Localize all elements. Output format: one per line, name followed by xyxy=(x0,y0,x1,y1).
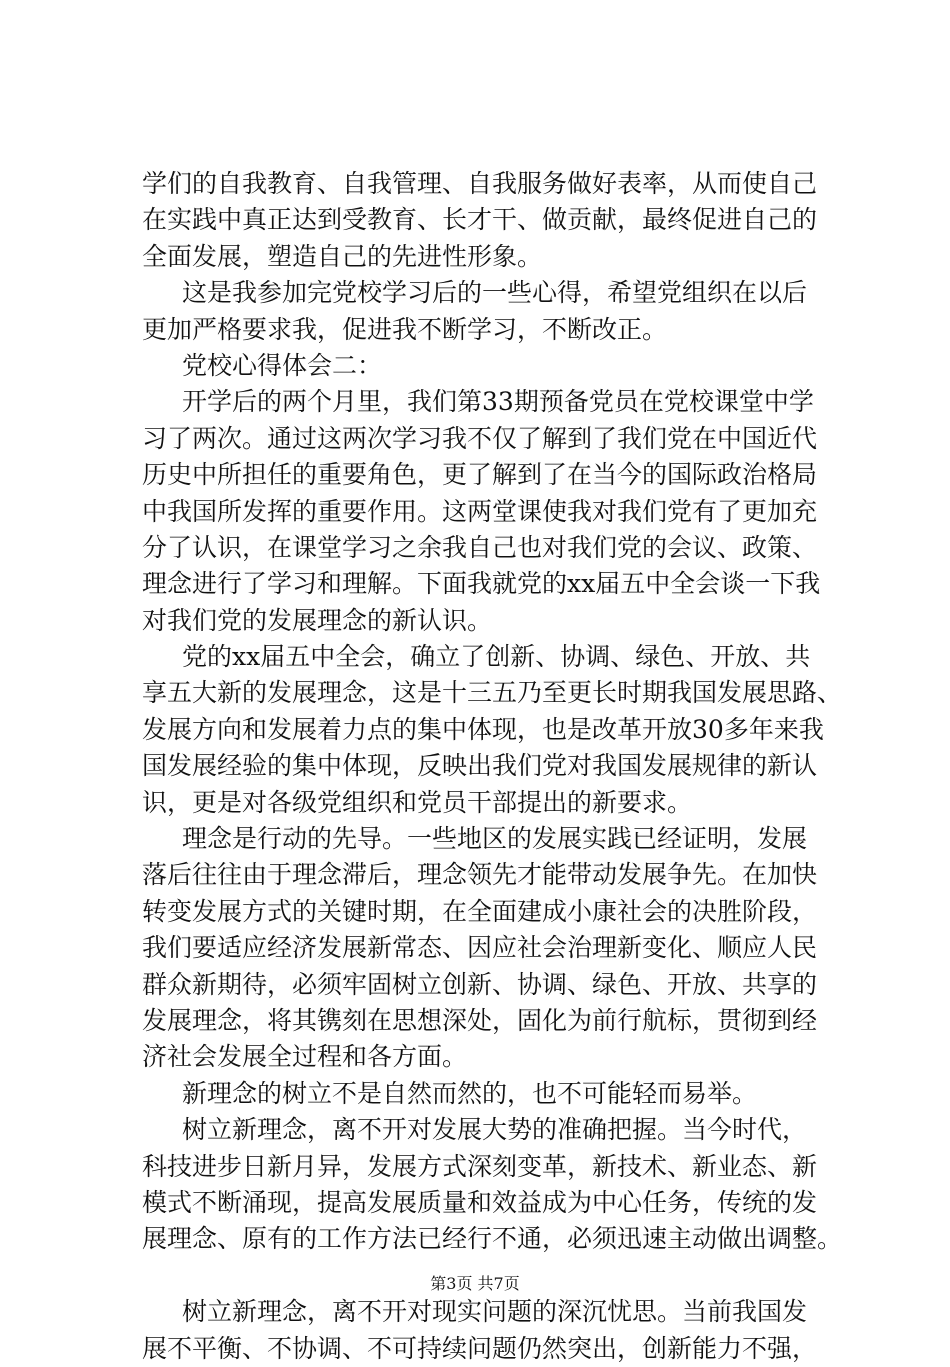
text-line: 识，更是对各级党组织和党员干部提出的新要求。 xyxy=(142,787,693,817)
text-line: 科技进步日新月异，发展方式深刻变革，新技术、新业态、新 xyxy=(142,1151,818,1181)
text-line: 国发展经验的集中体现，反映出我们党对我国发展规律的新认 xyxy=(142,751,818,781)
text-line: 转变发展方式的关键时期，在全面建成小康社会的决胜阶段， xyxy=(142,896,818,926)
text-line: 展理念、原有的工作方法已经行不通，必须迅速主动做出调整。 xyxy=(142,1224,843,1254)
page-footer: 第3页 共7页 xyxy=(430,1274,520,1293)
text-line: 新理念的树立不是自然而然的，也不可能轻而易举。 xyxy=(182,1078,758,1108)
text-line: 分了认识，在课堂学习之余我自己也对我们党的会议、政策、 xyxy=(142,532,818,562)
text-line: 展不平衡、不协调、不可持续问题仍然突出，创新能力不强， xyxy=(142,1333,818,1363)
text-line: 树立新理念，离不开对发展大势的准确把握。当今时代， xyxy=(182,1115,808,1145)
text-line: 群众新期待，必须牢固树立创新、协调、绿色、开放、共享的 xyxy=(142,969,818,999)
text-line: 发展理念，将其镌刻在思想深处，固化为前行航标，贯彻到经 xyxy=(142,1005,818,1035)
text-line: 发展方向和发展着力点的集中体现，也是改革开放30多年来我 xyxy=(142,714,824,744)
text-line: 理念是行动的先导。一些地区的发展实践已经证明，发展 xyxy=(182,824,808,854)
document-body xyxy=(142,166,843,1367)
text-line: 历史中所担任的重要角色，更了解到了在当今的国际政治格局 xyxy=(142,460,818,490)
text-line: 在实践中真正达到受教育、长才干、做贡献，最终促进自己的 xyxy=(142,205,818,235)
text-line: 这是我参加完党校学习后的一些心得，希望党组织在以后 xyxy=(182,278,808,308)
text-line: 济社会发展全过程和各方面。 xyxy=(142,1042,468,1072)
text-line: 享五大新的发展理念，这是十三五乃至更长时期我国发展思路、 xyxy=(142,678,843,708)
text-line: 理念进行了学习和理解。下面我就党的xx届五中全会谈一下我 xyxy=(142,569,821,599)
text-line: 我们要适应经济发展新常态、因应社会治理新变化、顺应人民 xyxy=(142,933,818,963)
text-line: 树立新理念，离不开对现实问题的深沉忧思。当前我国发 xyxy=(182,1297,808,1327)
text-line: 更加严格要求我，促进我不断学习，不断改正。 xyxy=(142,314,668,344)
text-line: 党的xx届五中全会，确立了创新、协调、绿色、开放、共 xyxy=(182,642,811,672)
text-line: 对我们党的发展理念的新认识。 xyxy=(142,605,493,635)
text-line: 落后往往由于理念滞后，理念领先才能带动发展争先。在加快 xyxy=(142,860,818,890)
text-line: 中我国所发挥的重要作用。这两堂课使我对我们党有了更加充 xyxy=(142,496,818,526)
text-line: 开学后的两个月里，我们第33期预备党员在党校课堂中学 xyxy=(182,387,814,417)
text-line: 模式不断涌现，提高发展质量和效益成为中心任务，传统的发 xyxy=(142,1187,818,1217)
text-line: 党校心得体会二： xyxy=(182,350,383,380)
text-line: 习了两次。通过这两次学习我不仅了解到了我们党在中国近代 xyxy=(142,423,818,453)
text-line: 全面发展，塑造自己的先进性形象。 xyxy=(142,241,543,271)
text-line: 学们的自我教育、自我管理、自我服务做好表率，从而使自己 xyxy=(142,169,818,198)
